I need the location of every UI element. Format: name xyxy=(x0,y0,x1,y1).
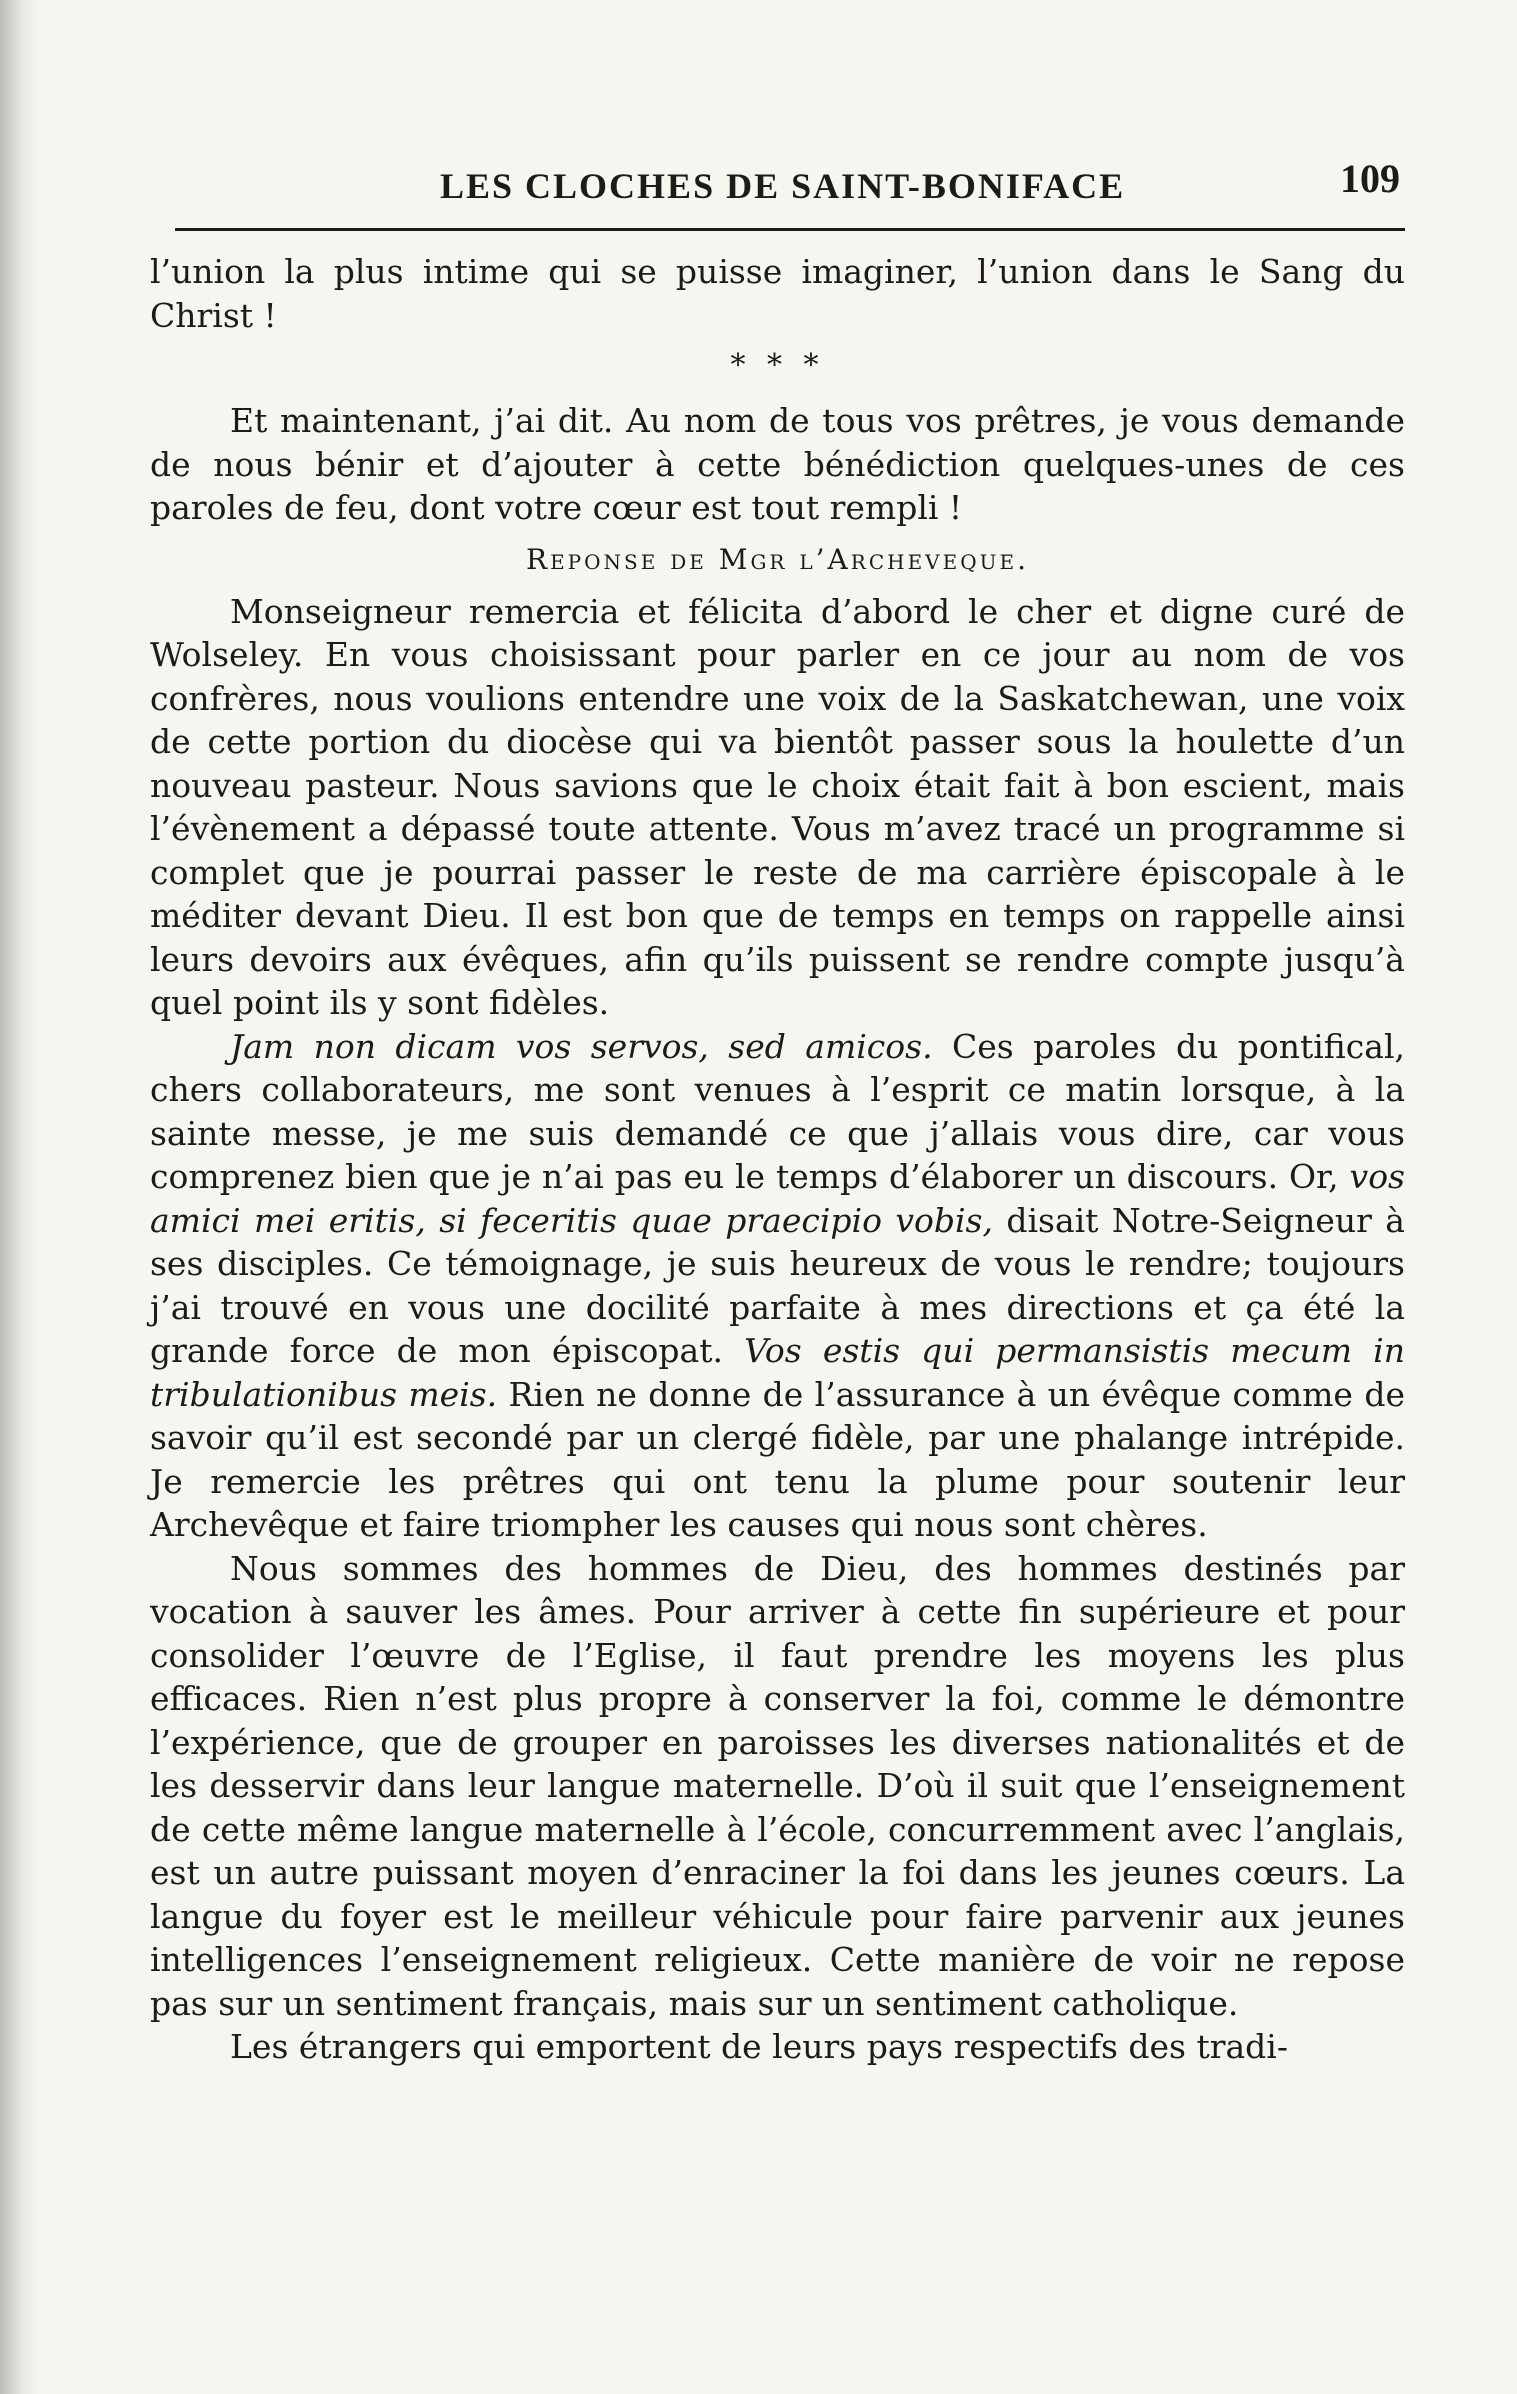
paragraph-2-part-b: disait Notre-Seigneur à ses disciples. Ce témoignage, je suis heureux de vous le rendre; toujours j’ai trouvé en vous une docilité parfaite à mes directions et ça été la grande force de mon épiscopat. xyxy=(150,1200,1405,1370)
paragraph-2-part-c: Rien ne donne de l’assurance à un évêque comme de savoir qu’il est secondé par un clergé fidèle, par une phalange intrépide. Je remercie les prêtres qui ont tenu la plume pour soutenir leur Archevêque et faire triompher les causes qui nous sont chères. xyxy=(150,1374,1405,1544)
paragraph-2 xyxy=(150,1025,1405,1547)
paragraph-3: Nous sommes des hommes de Dieu, des hommes destinés par vocation à sauver les âmes. Pour arriver à cette fin supérieure et pour consolider l’œuvre de l’Eglise, il faut prendre les moyens les plus efficaces. Rien n’est plus propre à conserver la foi, comme le démontre l’expérience, que de grouper en paroisses les diverses nationalités et de les desservir dans leur langue maternelle. D’où il suit que l’enseignement de cette même langue maternelle à l’école, concurremment avec l’anglais, est un autre puissant moyen d’enraciner la foi dans les jeunes cœurs. La langue du foyer est le meilleur véhicule pour faire parvenir aux jeunes intelligences l’enseignement religieux. Cette manière de voir ne repose pas sur un sentiment français, mais sur un sentiment catholique. xyxy=(150,1548,1405,2023)
section-title: Reponse de Mgr l’Archeveque. xyxy=(526,542,1029,576)
paragraph-4: Les étrangers qui emportent de leurs pays respectifs des tradi- xyxy=(230,2027,1289,2066)
request-paragraph: Et maintenant, j’ai dit. Au nom de tous vos prêtres, je vous demande de nous bénir et d’ajouter à cette bénédiction quelques-unes de ces paroles de feu, dont votre cœur est tout rempli ! xyxy=(150,401,1405,527)
latin-quote-2: vos amici mei eritis, si feceritis quae praecipio vobis, xyxy=(150,1157,1405,1240)
page-edge-shadow xyxy=(0,0,38,2394)
body-text xyxy=(150,250,1405,2069)
opening-paragraph: l’union la plus intime qui se puisse imaginer, l’union dans le Sang du Christ ! xyxy=(150,252,1405,335)
latin-quote-1: Jam non dicam vos servos, sed amicos. xyxy=(230,1026,933,1066)
paragraph-2-part-a: Ces paroles du pontifical, chers collaborateurs, me sont venues à l’esprit ce matin lorsque, à la sainte messe, je me suis demandé ce que j’allais vous dire, car vous comprenez bien que je n’ai pas eu le temps d’élaborer un discours. Or, xyxy=(150,1026,1405,1196)
latin-quote-3: Vos estis qui permansistis mecum in tribulationibus meis. xyxy=(150,1331,1405,1414)
page-header xyxy=(150,155,1410,225)
page-number: 109 xyxy=(1340,156,1400,201)
paragraph-1: Monseigneur remercia et félicita d’abord le cher et digne curé de Wolseley. En vous choisissant pour parler en ce jour au nom de vos confrères, nous voulions entendre une voix de la Saskatchewan, une voix de cette portion du diocèse qui va bientôt passer sous la houlette d’un nouveau pasteur. Nous savions que le choix était fait à bon escient, mais l’évènement a dépassé toute attente. Vous m’avez tracé un programme si complet que je pourrai passer le reste de ma carrière épiscopale à le méditer devant Dieu. Il est bon que de temps en temps on rappelle ainsi leurs devoirs aux évêques, afin qu’ils puissent se rendre compte jusqu’à quel point ils y sont fidèles. xyxy=(150,591,1405,1022)
asterism: * * * xyxy=(730,348,825,383)
header-rule xyxy=(175,228,1405,231)
running-title: LES CLOCHES DE SAINT-BONIFACE xyxy=(440,166,1126,206)
